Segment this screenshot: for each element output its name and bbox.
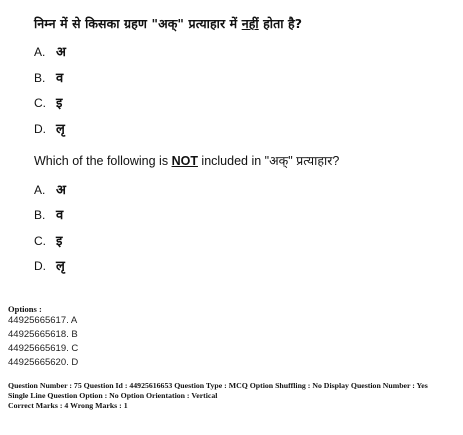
question-hindi-after: होता है? (258, 16, 303, 31)
option-letter: C. (34, 234, 46, 248)
question-hindi-negation: नहीं (241, 16, 259, 31)
option-id-a: 44925665617. A (8, 315, 78, 326)
option-value: इ (56, 234, 63, 249)
question-english-after: included in "अक्" प्रत्याहार? (197, 154, 340, 168)
option-value: व (56, 208, 64, 223)
question-meta-line-3: Correct Marks : 4 Wrong Marks : 1 (8, 401, 128, 410)
option-letter: A. (34, 183, 46, 197)
options-title: Options : (8, 304, 42, 314)
option-id-c: 44925665619. C (8, 343, 79, 354)
option-letter: D. (34, 122, 46, 136)
hindi-option-a (34, 42, 66, 60)
option-value: अ (56, 183, 66, 198)
hindi-option-c (34, 93, 62, 111)
option-id-d: 44925665620. D (8, 357, 79, 368)
option-letter: B. (34, 71, 46, 85)
question-english-text (34, 152, 339, 169)
option-id-b: 44925665618. B (8, 329, 78, 340)
option-value: लृ (56, 122, 65, 137)
english-option-a (34, 180, 66, 198)
option-value: इ (56, 96, 63, 111)
question-hindi-text (34, 15, 302, 32)
question-meta-line-1: Question Number : 75 Question Id : 44925616653 Question Type : MCQ Option Shuffling : No Display Question Number : Yes (8, 381, 428, 390)
option-letter: D. (34, 259, 46, 273)
english-option-b (34, 205, 63, 223)
english-option-c (34, 231, 62, 249)
hindi-option-b (34, 68, 63, 86)
option-value: अ (56, 45, 66, 60)
question-english-before: Which of the following is (34, 154, 172, 168)
question-hindi-before: निम्न में से किसका ग्रहण "अक्" प्रत्याहार में (34, 16, 242, 31)
hindi-option-d (34, 119, 65, 137)
option-letter: B. (34, 208, 46, 222)
option-letter: A. (34, 45, 46, 59)
question-english-negation: NOT (171, 154, 198, 168)
option-value: लृ (56, 259, 65, 274)
english-option-d (34, 256, 65, 274)
option-value: व (56, 71, 64, 86)
option-letter: C. (34, 96, 46, 110)
question-meta-line-2: Single Line Question Option : No Option Orientation : Vertical (8, 391, 218, 400)
